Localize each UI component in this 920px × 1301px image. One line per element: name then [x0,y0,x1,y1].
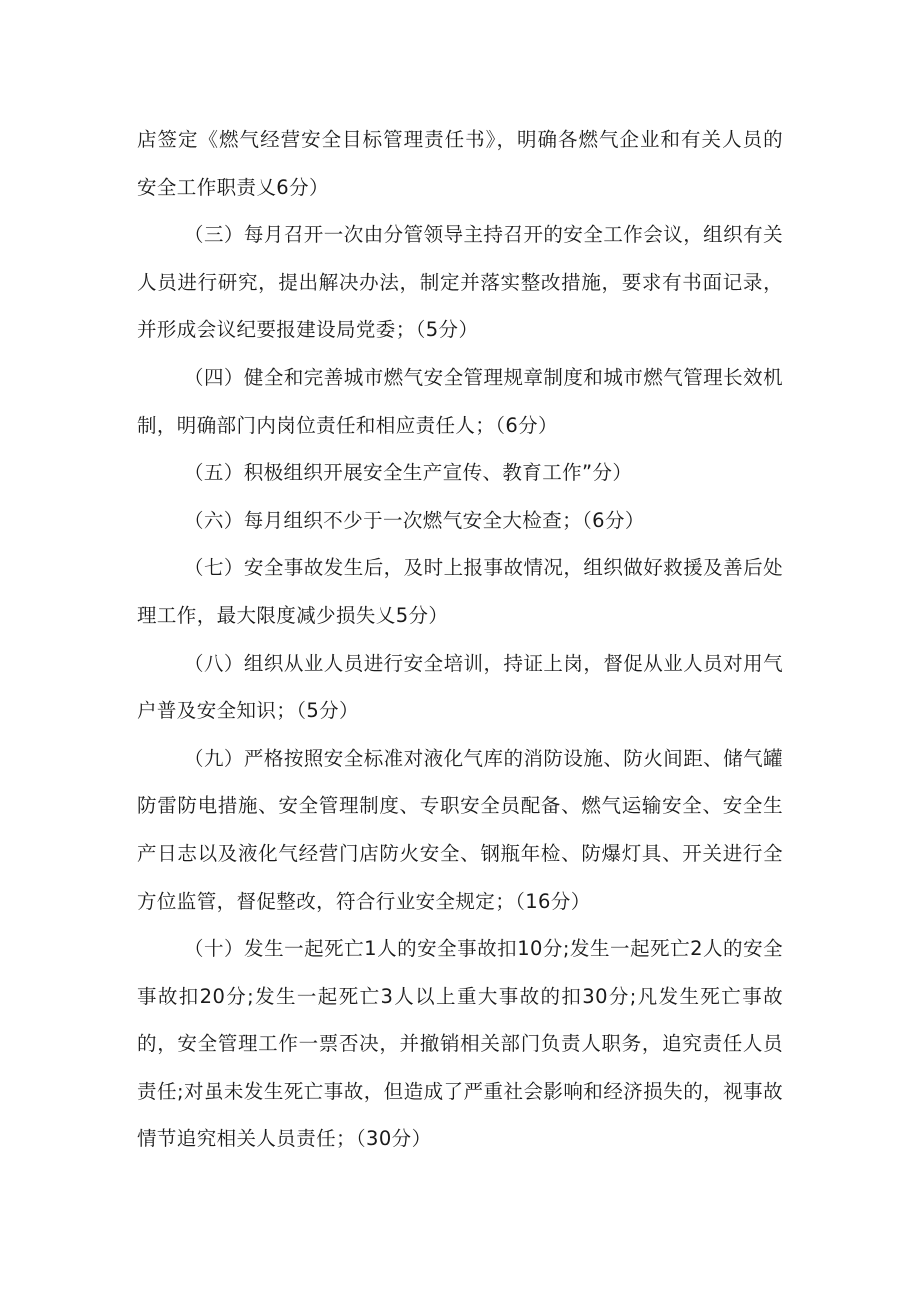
paragraph-item-4: （四）健全和完善城市燃气安全管理规章制度和城市燃气管理长效机制，明确部门内岗位责任和相应责任人；（6分） [137,365,783,437]
paragraph-item-10: （十）发生一起死亡1人的安全事故扣10分;发生一起死亡2人的安全事故扣20分;发生一起死亡3人以上重大事故的扣30分;凡发生死亡事故的，安全管理工作一票否决，并撤销相关部门负责人职务，追究责任人员责任;对虽未发生死亡事故，但造成了严重社会影响和经济损失的，视事故情节追究相关人员责任；（30分） [137,937,783,1151]
paragraph-item-8: （八）组织从业人员进行安全培训，持证上岗，督促从业人员对用气户普及安全知识；（5分） [137,651,783,723]
paragraph-item-5: （五）积极组织开展安全生产宣传、教育工作”分） [184,461,633,485]
paragraph-continuation: 店签定《燃气经营安全目标管理责任书》，明确各燃气企业和有关人员的安全工作职责乂6分） [137,128,783,199]
paragraph-item-7: （七）安全事故发生后，及时上报事故情况，组织做好救援及善后处理工作，最大限度减少损失乂5分） [137,556,783,627]
document-body [137,116,783,1163]
paragraph-item-9: （九）严格按照安全标准对液化气库的消防设施、防火间距、储气罐防雷防电措施、安全管理制度、专职安全员配备、燃气运输安全、安全生产日志以及液化气经营门店防火安全、钢瓶年检、防爆灯具、开关进行全方位监管，督促整改，符合行业安全规定；（16分） [137,746,783,913]
paragraph-item-6: （六）每月组织不少于一次燃气安全大检查；（6分） [184,508,645,532]
paragraph-item-3: （三）每月召开一次由分管领导主持召开的安全工作会议，组织有关人员进行研究，提出解决办法，制定并落实整改措施，要求有书面记录，并形成会议纪要报建设局党委；（5分） [137,223,783,342]
